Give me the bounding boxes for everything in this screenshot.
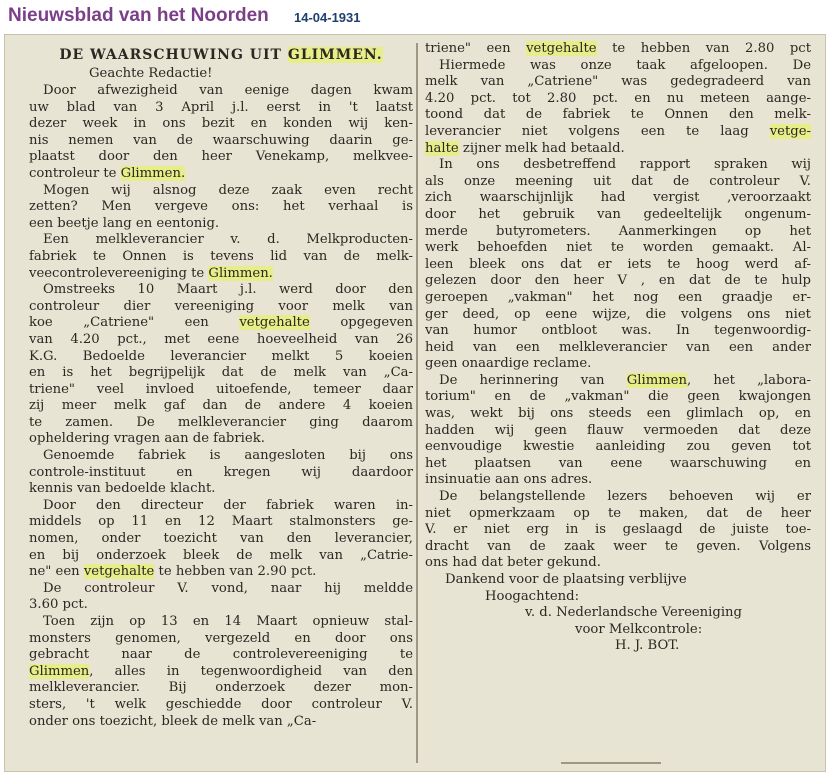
text-line	[29, 564, 413, 581]
text-fragment: controleur te	[29, 165, 121, 181]
column-divider	[416, 43, 418, 763]
text-line	[425, 323, 811, 340]
highlighted-term: Glimmen	[626, 372, 687, 388]
text-fragment: koe „Catriene" een	[29, 315, 240, 331]
text-fragment: ger deed, op eene wijze, die volgens ons niet	[425, 306, 811, 322]
highlighted-term: vetgehalte	[83, 564, 155, 580]
text-fragment: gelezen door den heer V , en dat de te hulp	[425, 273, 811, 289]
text-fragment: leen bleek ons dat er iets te hoog werd af-	[425, 256, 811, 272]
text-line	[425, 240, 811, 257]
text-line	[425, 522, 811, 539]
text-fragment: zich waarschijnlijk had vergist ,veroorzaakt	[425, 190, 811, 206]
text-fragment: Omstreeks 10 Maart j.l. werd door den	[43, 282, 413, 298]
text-fragment: en bij onderzoek bleek de melk van „Catrie-	[29, 547, 413, 563]
text-line	[29, 199, 413, 216]
text-line	[425, 373, 811, 390]
text-fragment: triene" een	[425, 41, 527, 56]
text-line	[29, 315, 413, 332]
text-fragment: te zamen. De melkleverancier ging daarom	[29, 414, 413, 430]
text-fragment: sters, 't welk geschiedde door controleur V.	[29, 696, 413, 712]
text-fragment: leverancier niet volgens een te laag	[425, 123, 770, 139]
text-fragment: zetten? Men vergeve ons: het verhaal is	[29, 199, 413, 215]
text-fragment: , alles in tegenwoordigheid van den	[89, 663, 413, 679]
text-fragment: als onze meening uit dat de controleur V.	[425, 173, 811, 189]
text-fragment: Mogen wij alsnog deze zaak even recht	[43, 182, 413, 198]
text-line	[29, 83, 413, 100]
text-fragment: het plaatsen van eene waarschuwing en	[425, 455, 811, 471]
text-line	[425, 107, 811, 124]
end-rule	[561, 762, 661, 764]
highlighted-term: vetge-	[769, 123, 811, 139]
text-fragment: hadden wij geen flauw vermoeden dat deze	[425, 422, 811, 438]
text-line	[29, 232, 413, 249]
text-line	[29, 448, 413, 465]
highlighted-term: Glimmen	[29, 663, 90, 679]
text-fragment: heid van een melkleverancier van een ander	[425, 339, 811, 355]
text-line	[29, 714, 413, 731]
text-line	[425, 472, 811, 489]
text-fragment: dezer week in ons bezit en konden wij ken-	[29, 116, 413, 132]
text-fragment: opheldering vragen aan de fabriek.	[29, 431, 265, 447]
text-line	[29, 149, 413, 166]
text-fragment: was, wekt bij ons steeds een glimlach op, en	[425, 406, 811, 422]
text-line	[29, 465, 413, 482]
text-line	[425, 91, 811, 108]
text-fragment: zijner melk had betaald.	[458, 140, 625, 156]
text-fragment: insinuatie aan ons adres.	[425, 472, 593, 488]
text-fragment: veecontrolevereeniging te	[29, 265, 209, 281]
text-line	[425, 224, 811, 241]
text-fragment: van humor ontbloot was. In tegenwoordig-	[425, 323, 811, 339]
text-fragment: van 4.20 pct., met eene hoeveelheid van 26	[29, 331, 413, 347]
text-fragment: te hebben van 2.90 pct.	[154, 564, 317, 580]
text-fragment: werk behoefden niet te worden gemaakt. Al-	[425, 240, 811, 256]
text-line	[29, 100, 413, 117]
text-line	[29, 332, 413, 349]
text-fragment: opgegeven	[309, 315, 413, 331]
regards-line: Hoogachtend:	[485, 588, 580, 604]
text-fragment: Door den directeur der fabriek waren in-	[43, 497, 413, 513]
text-fragment: nis nemen van de waarschuwing daarin ge-	[29, 132, 413, 148]
text-line	[425, 389, 811, 406]
text-line	[425, 489, 811, 506]
text-fragment: triene" veel invloed uitoefende, temeer daar	[29, 381, 413, 397]
text-line	[425, 124, 811, 141]
text-fragment: plaatst door den heer Venekamp, melkvee-	[29, 149, 413, 165]
text-line	[29, 398, 413, 415]
text-line	[29, 498, 413, 515]
text-line	[425, 356, 811, 373]
text-fragment: controle-instituut en kregen wij daardoor	[29, 464, 413, 480]
text-line	[29, 548, 413, 565]
text-line	[29, 133, 413, 150]
text-fragment: fabriek te Onnen is tevens lid van de melk-	[29, 248, 413, 264]
newspaper-name: Nieuwsblad van het Noorden	[8, 5, 269, 26]
text-line	[425, 207, 811, 224]
text-line	[29, 249, 413, 266]
highlighted-term: vetgehalte	[526, 41, 597, 56]
text-line	[425, 74, 811, 91]
clipping-header	[0, 0, 828, 34]
text-line	[29, 680, 413, 697]
text-fragment: een beetje lang en eentonig.	[29, 215, 220, 231]
text-line	[29, 166, 413, 183]
publication-date: 14-04-1931	[294, 10, 361, 25]
text-line	[425, 307, 811, 324]
text-line	[29, 282, 413, 299]
text-line	[425, 41, 811, 58]
text-fragment: nomen, onder toezicht van den leverancier,	[29, 531, 413, 547]
text-fragment: uw blad van 3 April j.l. eerst in 't laatst	[29, 99, 413, 115]
organisation-line-2: voor Melkcontrole:	[575, 621, 703, 637]
text-fragment: ons had dat beter gekund.	[425, 555, 601, 571]
text-line	[425, 539, 811, 556]
text-line	[29, 597, 413, 614]
text-line	[425, 157, 811, 174]
text-fragment: toond dat de fabriek te Onnen den melk-	[425, 107, 811, 123]
text-fragment: monsters genomen, vergezeld en door ons	[29, 630, 413, 646]
text-fragment: eenvoudige kwestie aanleiding zou geven tot	[425, 439, 811, 455]
text-line	[29, 431, 413, 448]
text-fragment: Toen zijn op 13 en 14 Maart opnieuw stal-	[43, 614, 413, 629]
text-fragment: ne" een	[29, 564, 84, 580]
text-line	[29, 481, 413, 498]
text-line	[29, 349, 413, 366]
signature: H. J. BOT.	[615, 638, 680, 654]
text-line	[425, 141, 811, 158]
text-line	[425, 190, 811, 207]
text-fragment: melk van „Catriene" was gedegradeerd van	[425, 74, 811, 90]
text-line	[425, 555, 811, 572]
text-line	[29, 614, 413, 631]
text-line	[425, 423, 811, 440]
text-line	[29, 415, 413, 432]
left-column	[29, 41, 413, 730]
text-fragment: De belangstellende lezers behoeven wij er	[439, 489, 811, 505]
text-fragment: geen onaardige reclame.	[425, 356, 592, 372]
text-fragment: Een melkleverancier v. d. Melkproducten-	[43, 232, 413, 248]
text-fragment: Hiermede was onze taak afgeloopen. De	[439, 57, 811, 73]
article-title-highlight: GLIMMEN.	[287, 47, 383, 63]
text-line	[29, 514, 413, 531]
text-fragment: , het „labora-	[687, 372, 811, 388]
text-line	[29, 183, 413, 200]
newspaper-clipping	[4, 34, 826, 772]
text-line	[425, 439, 811, 456]
text-fragment: merde butyrometers. Aanmerkingen op het	[425, 223, 811, 239]
text-fragment: De herinnering van	[439, 372, 627, 388]
text-fragment: In ons desbetreffend rapport spraken wij	[439, 157, 811, 173]
text-line	[29, 266, 413, 283]
text-fragment: zij meer melk gaf dan de andere 4 koeien	[29, 398, 413, 414]
text-line	[29, 697, 413, 714]
text-fragment: te hebben van 2.80 pct	[596, 41, 811, 56]
highlighted-term: halte	[425, 140, 459, 156]
text-fragment: K.G. Bedoelde leverancier melkt 5 koeien	[29, 348, 413, 364]
salutation: Geachte Redactie!	[89, 66, 213, 81]
highlighted-term: vetgehalte	[239, 315, 310, 331]
text-line	[425, 290, 811, 307]
highlighted-term: Glimmen.	[120, 165, 186, 181]
text-line	[29, 647, 413, 664]
text-fragment: melkleverancier. Bij onderzoek dezer mon-	[29, 680, 413, 696]
text-fragment: Genoemde fabriek is aangesloten bij ons	[43, 448, 413, 464]
text-line	[29, 581, 413, 598]
text-line	[29, 631, 413, 648]
organisation-line-1: v. d. Nederlandsche Vereeniging	[525, 605, 742, 621]
article-title	[29, 45, 413, 65]
text-fragment: Door afwezigheid van eenige dagen kwam	[43, 83, 413, 98]
text-fragment: door het gebruik van gedeeltelijk ongenum-	[425, 206, 811, 222]
text-fragment: dracht van de zaak weer te geven. Volgens	[425, 538, 811, 554]
text-line	[425, 174, 811, 191]
text-fragment: torium" en de „vakman" die geen kwajongen	[425, 389, 811, 405]
text-line	[29, 299, 413, 316]
text-line	[29, 365, 413, 382]
text-line	[29, 382, 413, 399]
text-line	[425, 406, 811, 423]
text-fragment: controleur dier vereeniging voor melk van	[29, 298, 413, 314]
text-fragment: onder ons toezicht, bleek de melk van „Ca-	[29, 713, 317, 729]
left-column-text	[29, 83, 413, 730]
text-line	[425, 58, 811, 75]
text-fragment: en is het begrijpelijk dat de melk van „Ca-	[29, 365, 413, 381]
text-fragment: middels op 11 en 12 Maart stalmonsters ge-	[29, 514, 413, 530]
highlighted-term: Glimmen.	[208, 265, 273, 281]
text-fragment: V. er niet erg in is geslaagd de juiste toe-	[425, 522, 811, 538]
text-line	[29, 664, 413, 681]
closing-line: Dankend voor de plaatsing verblijve	[445, 572, 687, 587]
text-fragment: 4.20 pct. tot 2.80 pct. en nu meteen aange-	[425, 90, 811, 106]
text-fragment: gebracht naar de controlevereeniging te	[29, 647, 413, 663]
text-line	[29, 531, 413, 548]
text-line	[29, 216, 413, 233]
text-line	[425, 506, 811, 523]
text-line	[425, 340, 811, 357]
text-fragment: De controleur V. vond, naar hij meldde	[43, 580, 413, 596]
article-title-text: DE WAARSCHUWING UIT	[59, 47, 288, 63]
text-fragment: kennis van bedoelde klacht.	[29, 481, 216, 497]
right-column	[425, 41, 811, 655]
text-line	[425, 456, 811, 473]
text-fragment: niet opmerkzaam op te maken, dat de heer	[425, 505, 811, 521]
text-fragment: 3.60 pct.	[29, 597, 88, 613]
text-line	[425, 273, 811, 290]
right-column-text	[425, 41, 811, 572]
text-fragment: geroepen „vakman" het nog een graadje er-	[425, 289, 811, 305]
text-line	[425, 257, 811, 274]
text-line	[29, 116, 413, 133]
